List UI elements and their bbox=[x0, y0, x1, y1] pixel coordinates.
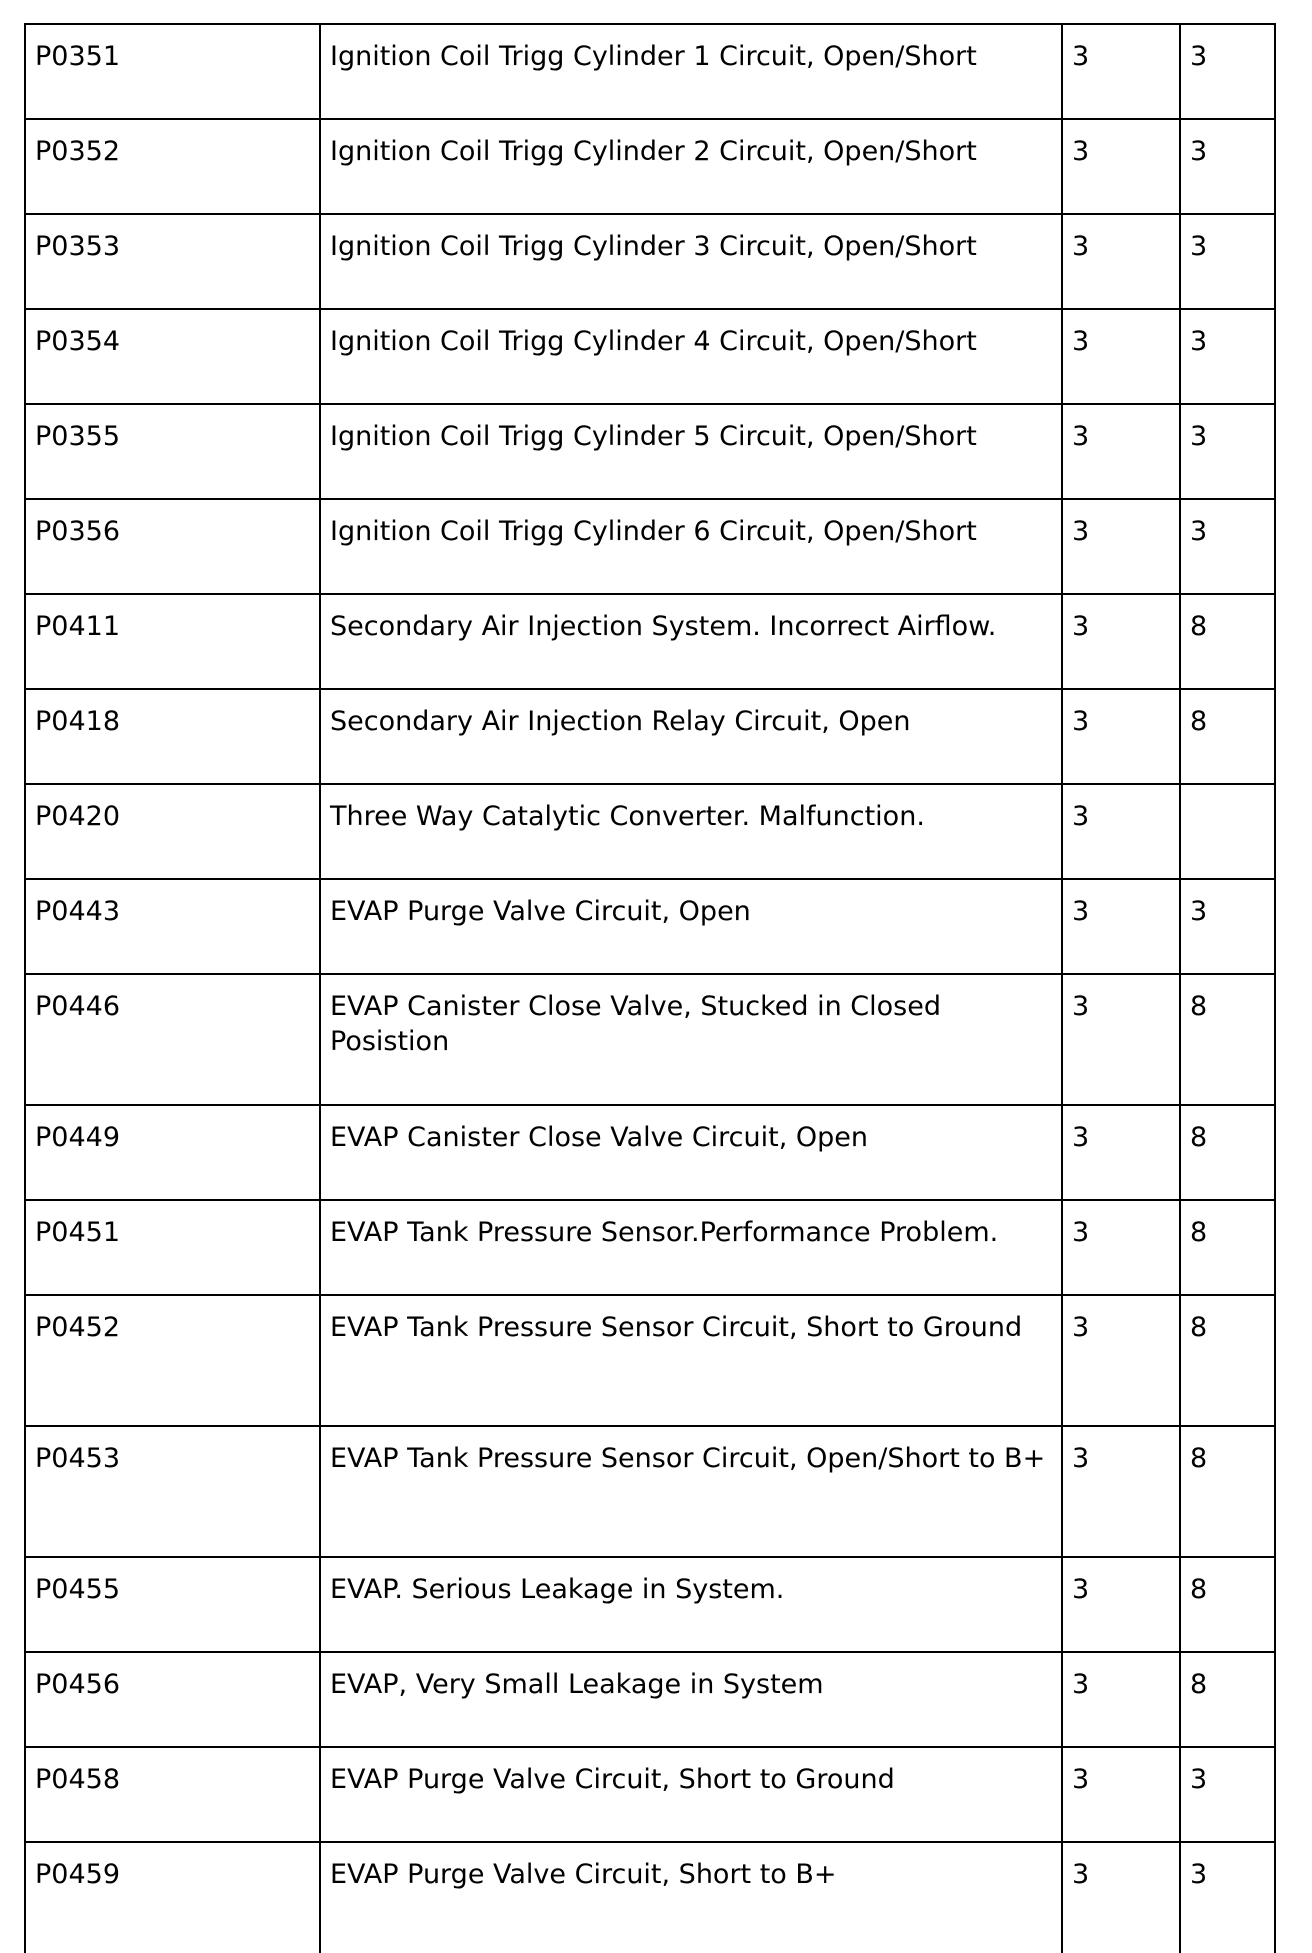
dtc-code-cell: P0411 bbox=[25, 594, 320, 689]
dtc-code-cell: P0459 bbox=[25, 1842, 320, 1953]
table-row bbox=[25, 1557, 1275, 1652]
table-row bbox=[25, 24, 1275, 119]
dtc-value-cell-2 bbox=[1180, 784, 1275, 879]
table-row bbox=[25, 1652, 1275, 1747]
table-row bbox=[25, 214, 1275, 309]
table-row bbox=[25, 594, 1275, 689]
table-row bbox=[25, 1295, 1275, 1426]
dtc-code-cell: P0456 bbox=[25, 1652, 320, 1747]
dtc-value-cell-2: 3 bbox=[1180, 499, 1275, 594]
dtc-value-cell-1: 3 bbox=[1062, 1652, 1180, 1747]
dtc-value-cell-1: 3 bbox=[1062, 119, 1180, 214]
dtc-value-cell-1: 3 bbox=[1062, 499, 1180, 594]
table-row bbox=[25, 1426, 1275, 1557]
dtc-value-cell-2: 8 bbox=[1180, 1652, 1275, 1747]
dtc-value-cell-1: 3 bbox=[1062, 1105, 1180, 1200]
dtc-code-cell: P0455 bbox=[25, 1557, 320, 1652]
dtc-description-cell: EVAP Tank Pressure Sensor Circuit, Short to Ground bbox=[320, 1295, 1062, 1426]
table-row bbox=[25, 1200, 1275, 1295]
dtc-value-cell-2: 8 bbox=[1180, 689, 1275, 784]
dtc-value-cell-1: 3 bbox=[1062, 594, 1180, 689]
dtc-description-cell: Ignition Coil Trigg Cylinder 1 Circuit, Open/Short bbox=[320, 24, 1062, 119]
table-row bbox=[25, 974, 1275, 1105]
dtc-value-cell-2: 8 bbox=[1180, 1426, 1275, 1557]
dtc-table bbox=[24, 23, 1276, 1953]
dtc-description-cell: EVAP Canister Close Valve, Stucked in Closed Posistion bbox=[320, 974, 1062, 1105]
dtc-description-cell: EVAP, Very Small Leakage in System bbox=[320, 1652, 1062, 1747]
dtc-description-cell: Ignition Coil Trigg Cylinder 4 Circuit, Open/Short bbox=[320, 309, 1062, 404]
dtc-code-cell: P0418 bbox=[25, 689, 320, 784]
dtc-value-cell-1: 3 bbox=[1062, 1200, 1180, 1295]
dtc-description-cell: Three Way Catalytic Converter. Malfunction. bbox=[320, 784, 1062, 879]
dtc-code-cell: P0351 bbox=[25, 24, 320, 119]
dtc-code-cell: P0451 bbox=[25, 1200, 320, 1295]
table-row bbox=[25, 119, 1275, 214]
dtc-value-cell-2: 8 bbox=[1180, 1105, 1275, 1200]
dtc-value-cell-2: 3 bbox=[1180, 879, 1275, 974]
dtc-description-cell: EVAP. Serious Leakage in System. bbox=[320, 1557, 1062, 1652]
dtc-code-cell: P0449 bbox=[25, 1105, 320, 1200]
dtc-value-cell-2: 3 bbox=[1180, 214, 1275, 309]
dtc-value-cell-1: 3 bbox=[1062, 1426, 1180, 1557]
dtc-value-cell-2: 8 bbox=[1180, 974, 1275, 1105]
table-row bbox=[25, 689, 1275, 784]
dtc-code-cell: P0420 bbox=[25, 784, 320, 879]
table-row bbox=[25, 1747, 1275, 1842]
table-row bbox=[25, 879, 1275, 974]
dtc-code-cell: P0453 bbox=[25, 1426, 320, 1557]
dtc-value-cell-1: 3 bbox=[1062, 974, 1180, 1105]
dtc-code-cell: P0443 bbox=[25, 879, 320, 974]
dtc-description-cell: Ignition Coil Trigg Cylinder 2 Circuit, Open/Short bbox=[320, 119, 1062, 214]
dtc-value-cell-1: 3 bbox=[1062, 309, 1180, 404]
table-row bbox=[25, 309, 1275, 404]
dtc-value-cell-2: 3 bbox=[1180, 1842, 1275, 1953]
dtc-value-cell-1: 3 bbox=[1062, 404, 1180, 499]
dtc-description-cell: Secondary Air Injection System. Incorrect Airflow. bbox=[320, 594, 1062, 689]
dtc-value-cell-2: 8 bbox=[1180, 1557, 1275, 1652]
dtc-value-cell-2: 3 bbox=[1180, 1747, 1275, 1842]
dtc-code-cell: P0354 bbox=[25, 309, 320, 404]
dtc-value-cell-2: 3 bbox=[1180, 24, 1275, 119]
dtc-value-cell-2: 3 bbox=[1180, 309, 1275, 404]
dtc-value-cell-1: 3 bbox=[1062, 1295, 1180, 1426]
dtc-value-cell-2: 8 bbox=[1180, 1295, 1275, 1426]
dtc-description-cell: EVAP Tank Pressure Sensor Circuit, Open/Short to B+ bbox=[320, 1426, 1062, 1557]
dtc-value-cell-1: 3 bbox=[1062, 879, 1180, 974]
dtc-code-cell: P0356 bbox=[25, 499, 320, 594]
dtc-value-cell-1: 3 bbox=[1062, 1842, 1180, 1953]
dtc-value-cell-1: 3 bbox=[1062, 24, 1180, 119]
dtc-value-cell-1: 3 bbox=[1062, 1557, 1180, 1652]
dtc-value-cell-1: 3 bbox=[1062, 689, 1180, 784]
dtc-description-cell: Ignition Coil Trigg Cylinder 3 Circuit, Open/Short bbox=[320, 214, 1062, 309]
dtc-code-cell: P0353 bbox=[25, 214, 320, 309]
dtc-code-cell: P0446 bbox=[25, 974, 320, 1105]
table-row bbox=[25, 784, 1275, 879]
dtc-value-cell-2: 8 bbox=[1180, 594, 1275, 689]
dtc-code-cell: P0355 bbox=[25, 404, 320, 499]
table-row bbox=[25, 404, 1275, 499]
dtc-value-cell-2: 8 bbox=[1180, 1200, 1275, 1295]
dtc-description-cell: EVAP Purge Valve Circuit, Short to Ground bbox=[320, 1747, 1062, 1842]
dtc-value-cell-1: 3 bbox=[1062, 1747, 1180, 1842]
dtc-code-cell: P0352 bbox=[25, 119, 320, 214]
dtc-description-cell: EVAP Tank Pressure Sensor.Performance Problem. bbox=[320, 1200, 1062, 1295]
dtc-value-cell-1: 3 bbox=[1062, 214, 1180, 309]
dtc-description-cell: EVAP Purge Valve Circuit, Open bbox=[320, 879, 1062, 974]
table-row bbox=[25, 499, 1275, 594]
dtc-value-cell-1: 3 bbox=[1062, 784, 1180, 879]
dtc-description-cell: Secondary Air Injection Relay Circuit, Open bbox=[320, 689, 1062, 784]
dtc-value-cell-2: 3 bbox=[1180, 119, 1275, 214]
dtc-code-cell: P0452 bbox=[25, 1295, 320, 1426]
dtc-description-cell: Ignition Coil Trigg Cylinder 5 Circuit, Open/Short bbox=[320, 404, 1062, 499]
dtc-description-cell: EVAP Canister Close Valve Circuit, Open bbox=[320, 1105, 1062, 1200]
table-row bbox=[25, 1842, 1275, 1953]
dtc-code-cell: P0458 bbox=[25, 1747, 320, 1842]
table-row bbox=[25, 1105, 1275, 1200]
dtc-value-cell-2: 3 bbox=[1180, 404, 1275, 499]
dtc-description-cell: Ignition Coil Trigg Cylinder 6 Circuit, Open/Short bbox=[320, 499, 1062, 594]
dtc-description-cell: EVAP Purge Valve Circuit, Short to B+ bbox=[320, 1842, 1062, 1953]
